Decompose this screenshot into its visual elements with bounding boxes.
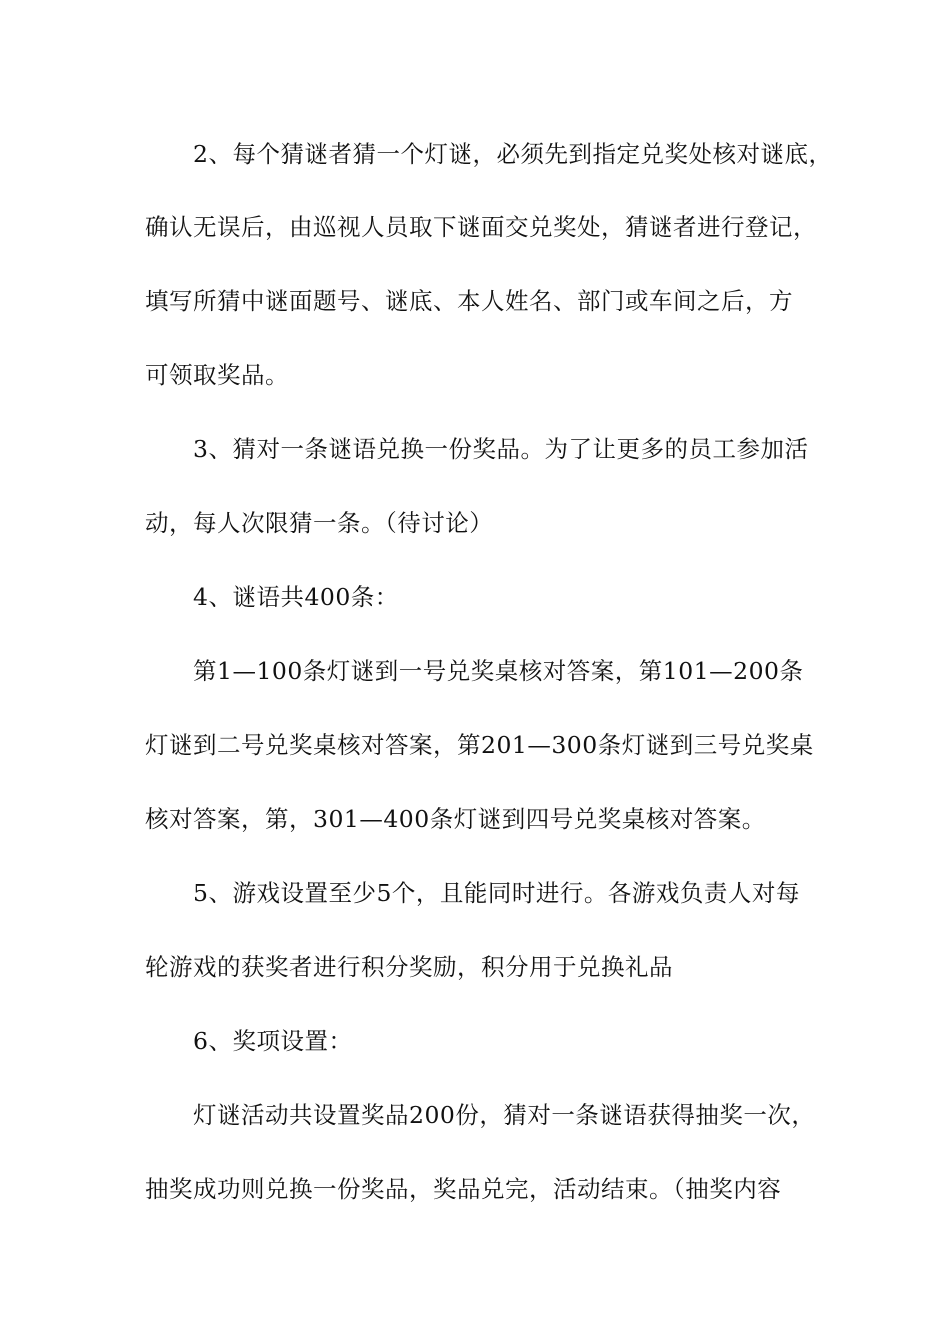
text-line-3: 填写所猜中谜面题号、谜底、本人姓名、部门或车间之后，方 xyxy=(145,287,793,315)
text-line-7: 4、谜语共400条： xyxy=(193,583,399,611)
text-line-13: 6、奖项设置： xyxy=(193,1027,353,1055)
text-line-14: 灯谜活动共设置奖品200份，猜对一条谜语获得抽奖一次， xyxy=(193,1101,816,1129)
text-line-9: 灯谜到二号兑奖桌核对答案，第201—300条灯谜到三号兑奖桌 xyxy=(145,731,814,759)
text-line-10: 核对答案，第，301—400条灯谜到四号兑奖桌核对答案。 xyxy=(145,805,766,833)
text-line-4: 可领取奖品。 xyxy=(145,361,289,389)
text-line-6: 动，每人次限猜一条。（待讨论） xyxy=(145,509,494,537)
text-line-11: 5、游戏设置至少5个，且能同时进行。各游戏负责人对每 xyxy=(193,879,800,907)
text-line-5: 3、猜对一条谜语兑换一份奖品。为了让更多的员工参加活 xyxy=(193,435,809,463)
text-line-15: 抽奖成功则兑换一份奖品，奖品兑完，活动结束。（抽奖内容 xyxy=(145,1175,782,1203)
text-line-12: 轮游戏的获奖者进行积分奖励，积分用于兑换礼品 xyxy=(145,953,673,981)
text-line-8: 第1—100条灯谜到一号兑奖桌核对答案，第101—200条 xyxy=(193,657,804,685)
text-line-1: 2、每个猜谜者猜一个灯谜，必须先到指定兑奖处核对谜底， xyxy=(193,140,833,168)
text-line-2: 确认无误后，由巡视人员取下谜面交兑奖处，猜谜者进行登记， xyxy=(145,213,817,241)
